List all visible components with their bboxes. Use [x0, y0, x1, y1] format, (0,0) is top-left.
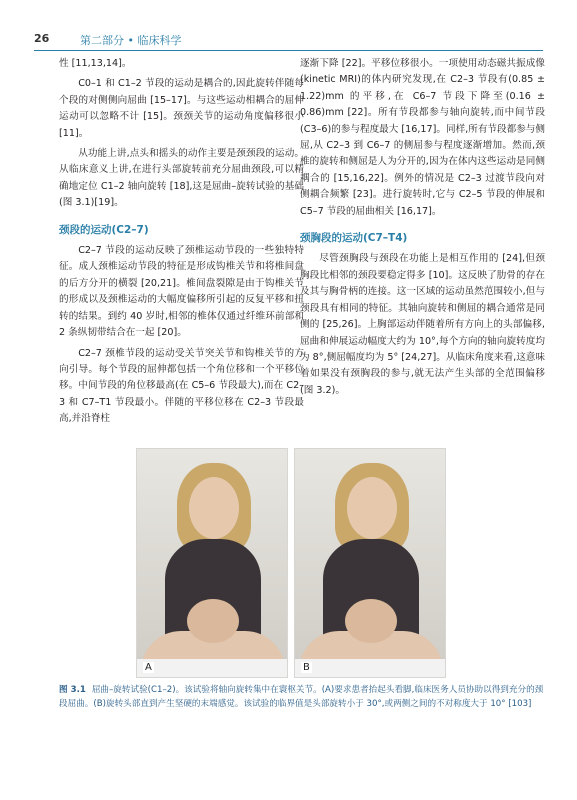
section-label: 第二部分 • 临床科学 [80, 34, 182, 47]
page-number: 26 [34, 32, 50, 45]
figure-3-1 [136, 448, 446, 676]
paragraph: C2–7 节段的运动反映了颈椎运动节段的一些独特特征。成人颈椎运动节段的特征是形成钩椎关节和将椎间盘的后方分开的横裂 [20,21]。椎间盘裂隙是由于钩椎关节的形成以及颈椎运动的大幅度偏移所引起的反复平移和扭转的结果。到约 40 岁时,相邻的椎体仅通过纤维环前部和 2 条纵韧带结合在一起 [20]。 [59, 245, 304, 339]
patient-head [345, 599, 397, 643]
caption-figure-number: 图 3.1 [59, 685, 86, 695]
paragraph: 性 [11,13,14]。 [59, 58, 132, 69]
patient-head [187, 599, 239, 643]
photo-label-b: B [303, 662, 310, 673]
caption-text: 屈曲–旋转试验(C1–2)。该试验将轴向旋转集中在寰枢关节。(A)要求患者抬起头看脚,临床医务人员协助以得到充分的颈段屈曲。(B)旋转头部直到产生坚硬的末端感觉。该试验的临界值是头部旋转小于 30°,或两侧之间的不对称度大于 10° [103] [59, 685, 544, 709]
clinician-face [189, 477, 239, 539]
left-column [59, 56, 304, 432]
photo-b [294, 448, 446, 678]
paragraph: C0–1 和 C1–2 节段的运动是耦合的,因此旋转伴随每个段的对侧侧向屈曲 [15–17]。与这些运动相耦合的屈伸运动可以忽略不计 [15]。颈颈关节的运动角度偏移很小 [11]。 [59, 78, 304, 139]
clinician-face [347, 477, 397, 539]
section-heading: 颈胸段的运动(C7–T4) [300, 232, 408, 245]
paragraph: 尽管颈胸段与颈段在功能上是相互作用的 [24],但颈胸段比相邻的颈段要稳定得多 [10]。这反映了肋骨的存在及其与胸骨柄的连接。这一区域的运动虽然范围较小,但与颈段具有相同的特征。其轴向旋转和侧屈的耦合通常是同侧的 [25,26]。上胸部运动伴随着所有方向上的头部偏移,屈曲和伸展运动幅度大约为 10°,每个方向的轴向旋转度均为 8°,侧屈幅度均为 5° [24,27]。从临床角度来看,这意味着如果没有颈胸段的参与,就无法产生头部的全范围偏移(图 3.2)。 [300, 253, 545, 396]
photo-a [136, 448, 288, 678]
header-rule [34, 50, 543, 51]
paragraph: C2–7 颈椎节段的运动受关节突关节和钩椎关节的方向引导。每个节段的屈伸都包括一个角位移和一个平移位移。中间节段的角位移最高(在 C5–6 节段最大),而在 C2–3 和 C7–T1 节段最小。伴随的平移位移在 C2–3 节段最高,并沿脊柱 [59, 347, 304, 425]
section-heading: 颈段的运动(C2–7) [59, 223, 149, 236]
right-column [300, 56, 545, 403]
figure-caption [59, 683, 545, 711]
page-header [34, 28, 543, 48]
paragraph: 从功能上讲,点头和摇头的动作主要是颈颈段的运动。从临床意义上讲,在进行头部旋转前充分屈曲颈段,可以精确地定位 C1–2 轴向旋转 [18],这是屈曲–旋转试验的基础(图 3.1)[19]。 [59, 148, 304, 209]
bed [295, 659, 445, 677]
bed [137, 659, 287, 677]
photo-label-a: A [145, 662, 152, 673]
paragraph: 逐渐下降 [22]。平移位移很小。一项使用动态磁共振成像(kinetic MRI)的体内研究发现,在 C2–3 节段有(0.85 ± 1.22)mm 的平移,在 C6–7 节段下降至(0.16 ± 0.86)mm [22]。所有节段都参与轴向旋转,而中间节段(C3–6)的参与程度最大 [16,17]。同样,所有节段都参与侧屈,从 C2–3 到 C6–7 的侧屈参与程度逐渐增加。然而,颈椎的旋转和侧屈是人为分开的,因为在体内这些运动是同侧耦合的 [15,16,22]。例外的情况是 C2–3 过渡节段向对侧耦合频繁 [23]。进行旋转时,它与 C2–5 节段的伸展和 C5–7 节段的屈曲相关 [16,17]。 [300, 58, 545, 217]
